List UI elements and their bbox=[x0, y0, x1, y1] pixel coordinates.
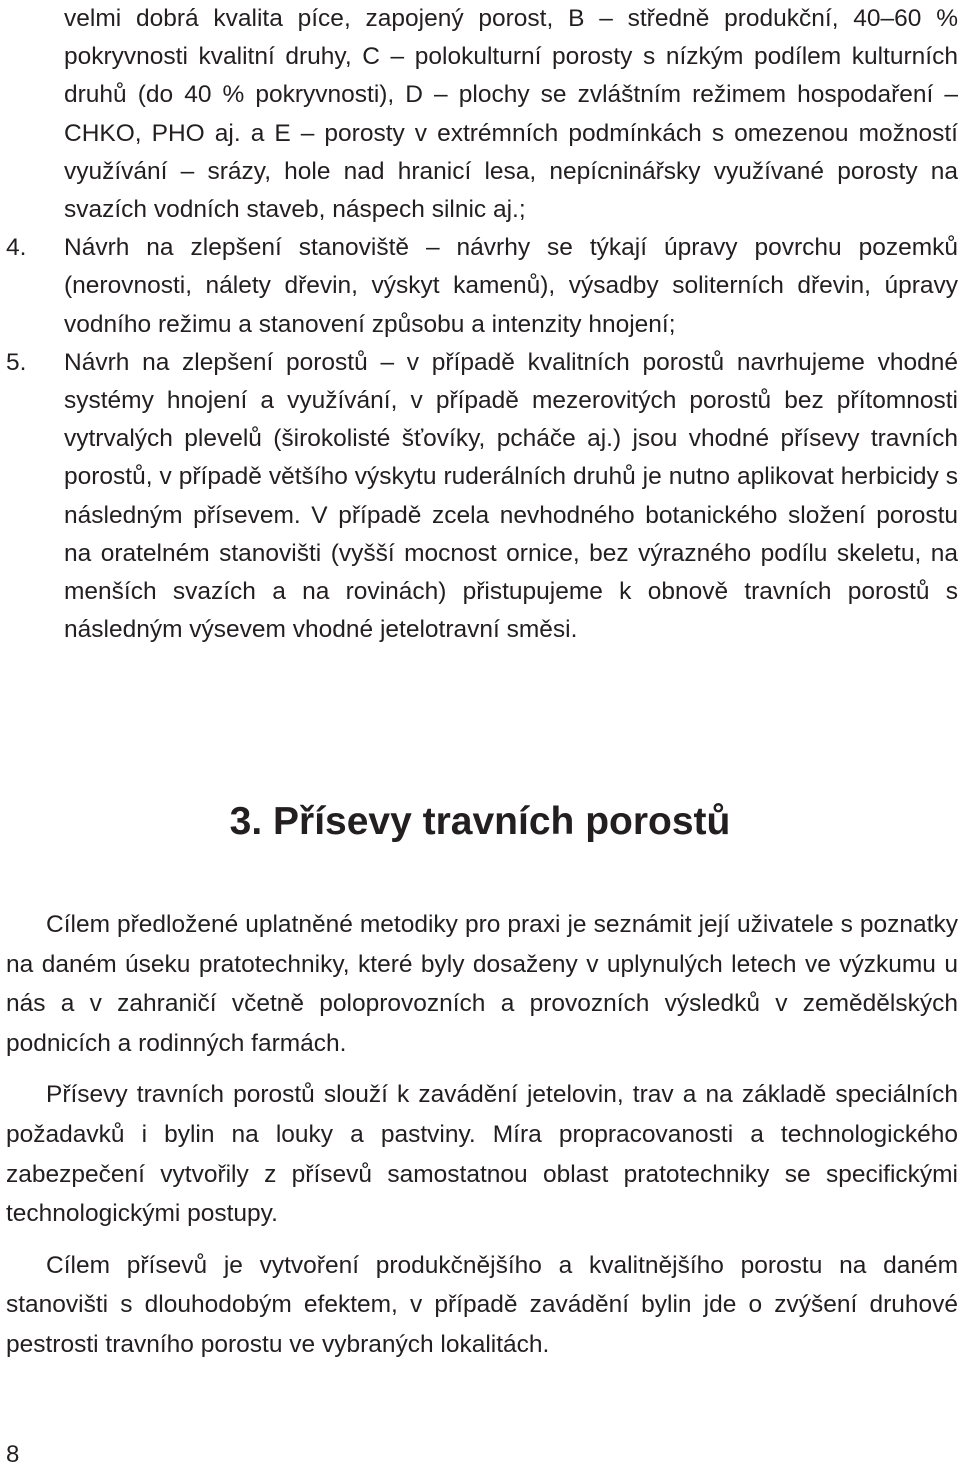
paragraph: Přísevy travních porostů slouží k zavádění jetelovin, trav a na základě speciálních požadavků i bylin na louky a pastviny. Míra propracovanosti a technologického zabezpečení vytvořily z přísevů samostatnou oblast pratotechniky se specifickými technologickými postupy. bbox=[6, 1081, 958, 1228]
list-item-text: Návrh na zlepšení porostů – v případě kvalitních porostů navrhujeme vhodné systémy hnojení a využívání, v případě mezerovitých porostů bez přítomnosti vytrvalých plevelů (širokolisté šťovíky, pcháče aj.) jsou vhodné přísevy travních porostů, v případě většího výskytu ruderálních druhů je nutno aplikovat herbicidy s následným přísevem. V případě zcela nevhodného botanického složení porostu na oratelném stanovišti (vyšší mocnost ornice, bez výrazného podílu skeletu, na menších svazích a na rovinách) přistupujeme k obnově travních porostů s následným výsevem vhodné jetelotravní směsi. bbox=[64, 348, 958, 644]
list-item-number: 5. bbox=[6, 348, 27, 376]
section-body bbox=[6, 905, 958, 1377]
list-item bbox=[0, 229, 960, 344]
paragraph: Cílem přísevů je vytvoření produkčnějšího a kvalitnějšího porostu na daném stanovišti s dlouhodobým efektem, v případě zavádění bylin jde o zvýšení druhové pestrosti travního porostu ve vybraných lokalitách. bbox=[6, 1251, 958, 1358]
page-number: 8 bbox=[6, 1441, 20, 1468]
list-item-text: velmi dobrá kvalita píce, zapojený porost, B – středně produkční, 40–60 % pokryvnosti kvalitní druhy, C – polokulturní porosty s nízkým podílem kulturních druhů (do 40 % pokryvnosti), D – plochy se zvláštním režimem hospodaření – CHKO, PHO aj. a E – porosty v extrémních podmínkách s omezenou možností využívání – srázy, hole nad hranicí lesa, nepícninářsky využívané porosty na svazích vodních staveb, náspech silnic aj.; bbox=[64, 5, 958, 224]
list-item-continued bbox=[0, 0, 960, 229]
list-item bbox=[0, 344, 960, 650]
list-item-text: Návrh na zlepšení stanoviště – návrhy se týkají úpravy povrchu pozemků (nerovnosti, nálety dřevin, výskyt kamenů), výsadby soliterních dřevin, úpravy vodního režimu a stanovení způsobu a intenzity hnojení; bbox=[64, 234, 958, 338]
section-heading: 3. Přísevy travních porostů bbox=[229, 800, 731, 843]
numbered-list bbox=[0, 0, 960, 649]
paragraph: Cílem předložené uplatněné metodiky pro praxi je seznámit její uživatele s poznatky na daném úseku pratotechniky, které byly dosaženy v uplynulých letech ve výzkumu u nás a v zahraničí včetně poloprovozních a provozních výsledků v zemědělských podnicích a rodinných farmách. bbox=[6, 911, 958, 1057]
list-item-number: 4. bbox=[6, 234, 27, 262]
